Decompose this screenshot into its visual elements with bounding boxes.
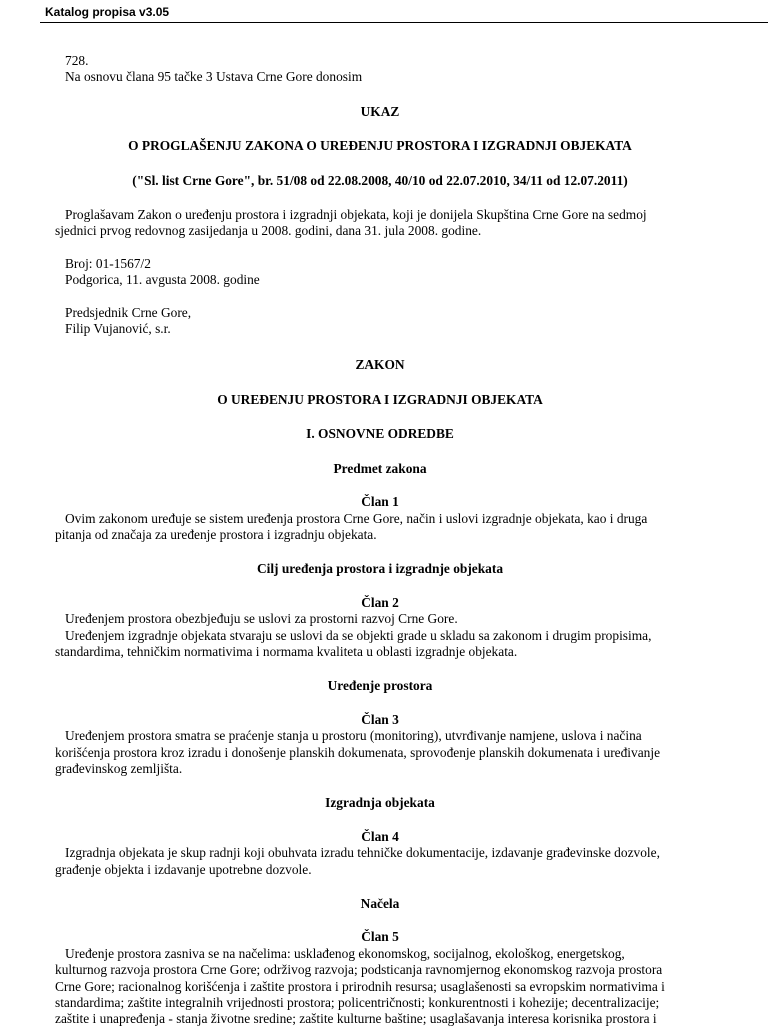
section-heading: Cilj uređenja prostora i izgradnje objekata <box>256 561 504 577</box>
section-heading: Načela <box>360 896 400 911</box>
article-text-line: Uređenjem izgradnje objekata stvaraju se uslovi da se objekti grade u skladu sa zakonom i drugim propisima, <box>65 627 652 643</box>
article-text-line: Uređenje prostora zasniva se na načelima: usklađenog ekonomskog, socijalnog, ekološkog, energetskog, <box>65 945 625 961</box>
article-text-line: građevinskog zemljišta. <box>55 760 183 776</box>
article-number: Član 3 <box>361 711 399 727</box>
law-subject: O UREĐENJU PROSTORA I IZGRADNJI OBJEKATA <box>217 391 543 407</box>
article-text-line: zaštite i unapređenja - stanja životne sredine; zaštite kulturne baštine; usaglašavanja interesa korisnika prostora i <box>55 1011 657 1027</box>
president-title: Predsjednik Crne Gore, <box>65 304 192 320</box>
article-text-line: Uređenjem prostora obezbjeđuju se uslovi za prostorni razvoj Crne Gore. <box>65 611 458 627</box>
law-title: ZAKON <box>355 357 405 373</box>
president-name: Filip Vujanović, s.r. <box>65 321 171 337</box>
page-header <box>40 0 768 23</box>
article-number: Član 2 <box>361 594 399 610</box>
article-number: Član 1 <box>361 494 399 510</box>
law-sections <box>55 461 705 1028</box>
article-text-line: Uređenjem prostora smatra se praćenje stanja u prostoru (monitoring), utvrđivanje namjene, uslova i načina <box>65 728 642 744</box>
article-number: Član 4 <box>361 828 399 844</box>
header-title: Katalog propisa v3.05 <box>45 5 170 19</box>
document-body <box>55 53 705 1028</box>
proclamation-line-2: sjednici prvog redovnog zasijedanja u 2008. godini, dana 31. jula 2008. godine. <box>55 223 482 239</box>
proclamation-line-1: Proglašavam Zakon o uređenju prostora i izgradnji objekata, koji je donijela Skupština Crne Gore na sedmoj <box>65 207 647 223</box>
article-text-line: standardima; zaštite integralnih vrijednosti prostora; policentričnosti; konkurentnosti i kohezije; decentralizacije; <box>55 995 660 1011</box>
law-section <box>55 678 705 777</box>
article-number: Član 5 <box>361 929 399 945</box>
article-text-line: standardima, tehničkim normativima i normama kvaliteta u oblasti izgradnje objekata. <box>55 643 518 659</box>
article-text-line: Ovim zakonom uređuje se sistem uređenja prostora Crne Gore, način i uslovi izgradnje objekata, kao i druga <box>65 510 648 526</box>
section-heading: Predmet zakona <box>333 460 427 476</box>
gazette-reference: ("Sl. list Crne Gore", br. 51/08 od 22.08.2008, 40/10 od 22.07.2010, 34/11 od 12.07.2011) <box>132 172 628 188</box>
law-section <box>55 561 705 660</box>
intro-text: Na osnovu člana 95 tačke 3 Ustava Crne Gore donosim <box>65 69 363 85</box>
ukaz-title: UKAZ <box>360 103 400 119</box>
article-text-line: Izgradnja objekata je skup radnji koji obuhvata izradu tehničke dokumentacije, izdavanje građevinske dozvole, <box>65 845 660 861</box>
law-section <box>55 795 705 878</box>
chapter-heading: I. OSNOVNE ODREDBE <box>306 426 454 442</box>
ukaz-subject: O PROGLAŠENJU ZAKONA O UREĐENJU PROSTORA I IZGRADNJI OBJEKATA <box>128 138 632 154</box>
article-text-line: korišćenja prostora kroz izradu i donošenje planskih dokumenata, sprovođenje planskih dokumenata i uređivanje <box>55 744 661 760</box>
article-text-line: Crne Gore; racionalnog korišćenja i zaštite prostora i prirodnih resursa; usaglašenosti sa evropskim normativima i <box>55 978 665 994</box>
article-text-line: kulturnog razvoja prostora Crne Gore; održivog razvoja; podsticanja ravnomjernog ekonomskog razvoja prostora <box>55 962 663 978</box>
law-section <box>55 896 705 1028</box>
section-heading: Izgradnja objekata <box>325 795 435 811</box>
section-heading: Uređenje prostora <box>327 678 433 694</box>
article-text-line: građenje objekta i izdavanje upotrebne dozvole. <box>55 861 312 877</box>
document-number: 728. <box>65 53 89 68</box>
law-section <box>55 461 705 544</box>
article-text-line: pitanja od značaja za uređenje prostora i izgradnju objekata. <box>55 526 377 542</box>
place-date: Podgorica, 11. avgusta 2008. godine <box>65 272 260 288</box>
decree-number: Broj: 01-1567/2 <box>65 255 151 271</box>
